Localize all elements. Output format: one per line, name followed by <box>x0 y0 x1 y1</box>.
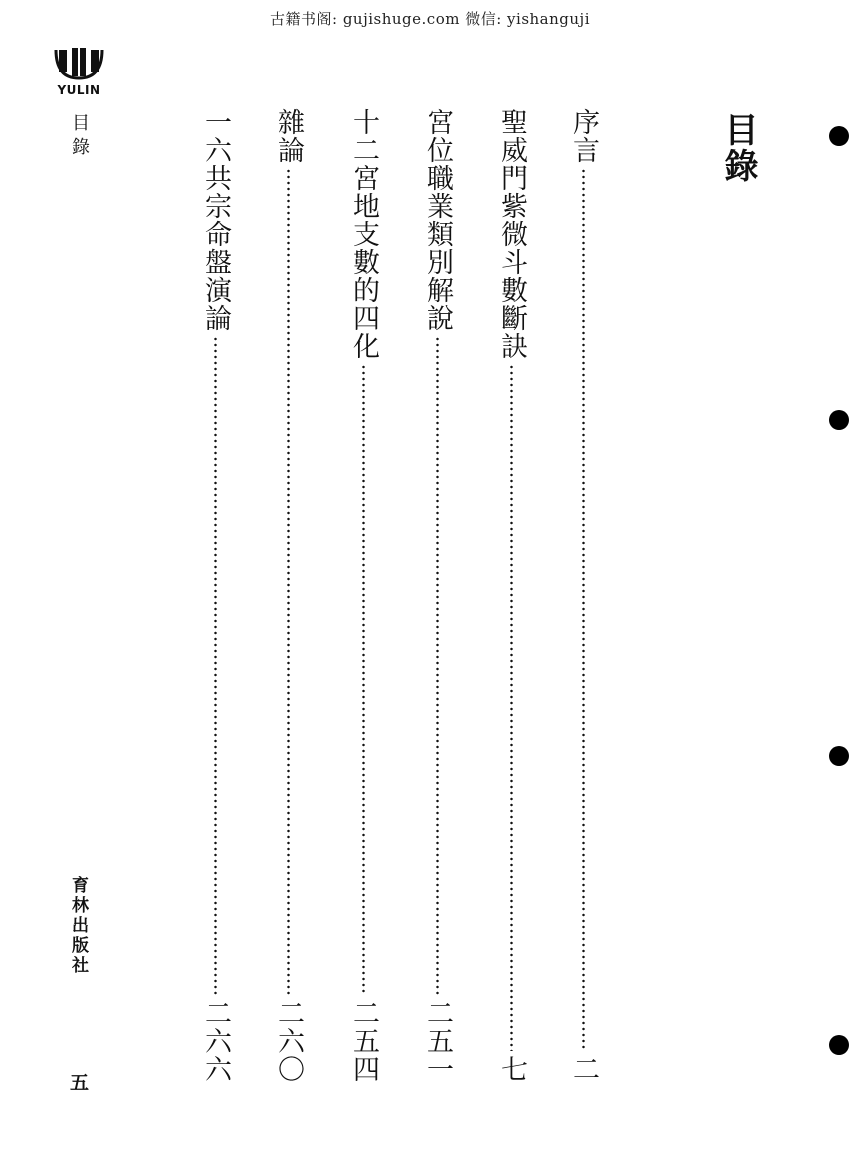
toc-leader-dots <box>510 364 513 1051</box>
toc-entry-title: 十二宮地支數的四化 <box>348 108 379 360</box>
toc-entry-page: 二五四 <box>348 999 379 1083</box>
toc-leader-dots <box>582 168 585 1051</box>
toc-entry[interactable] <box>341 108 385 1083</box>
toc-entry-title: 序言 <box>568 108 599 164</box>
toc-leader-dots <box>436 336 439 995</box>
toc-entry[interactable] <box>415 108 459 1083</box>
toc-entry[interactable] <box>193 108 237 1083</box>
toc-entry-title: 宮位職業類別解說 <box>422 108 453 332</box>
toc-entry[interactable] <box>561 108 605 1083</box>
toc-entry-page: 二五一 <box>422 999 453 1083</box>
toc-leader-dots <box>214 336 217 995</box>
binder-hole <box>829 746 849 766</box>
publisher-logo <box>52 46 106 97</box>
publisher-name: 育林出版社 <box>68 876 88 976</box>
binder-hole <box>829 126 849 146</box>
toc-entry-title: 一六共宗命盤演論 <box>200 108 231 332</box>
toc-entry-page: 二六六 <box>200 999 231 1083</box>
toc-entry-page: 二 <box>568 1055 599 1083</box>
toc-leader-dots <box>362 364 365 995</box>
toc-entry-page: 七 <box>496 1055 527 1083</box>
toc-entry-title: 雜論 <box>273 108 304 164</box>
running-title: 目錄 <box>69 113 90 161</box>
logo-text: YULIN <box>57 83 101 97</box>
page-number: 五 <box>70 1072 90 1094</box>
binder-hole <box>829 1035 849 1055</box>
toc-leader-dots <box>287 168 290 995</box>
toc-entry-page: 二六〇 <box>273 999 304 1083</box>
watermark-text: 古籍书阁: gujishuge.com 微信: yishanguji <box>270 10 590 28</box>
toc-entry[interactable] <box>266 108 310 1083</box>
binder-hole <box>829 410 849 430</box>
toc-entry[interactable] <box>489 108 533 1083</box>
toc-title: 目錄 <box>718 112 758 184</box>
toc-entry-title: 聖威門紫微斗數斷訣 <box>496 108 527 360</box>
book-logo-icon <box>52 46 106 82</box>
